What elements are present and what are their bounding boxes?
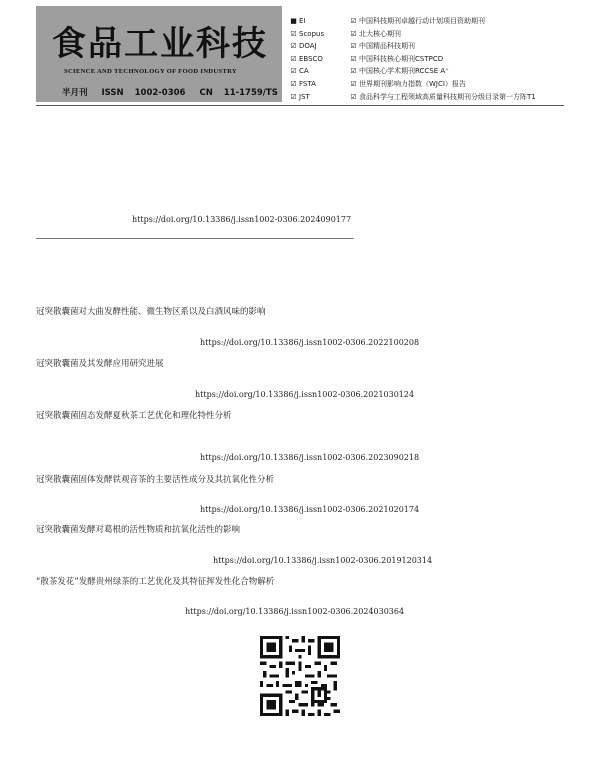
article-doi-link[interactable]: https://doi.org/10.13386/j.issn1002-0306.2024090177 [132,215,352,224]
honor-item: ☑ 食品科学与工程领域高质量科技期刊分级目录第一方阵T1 [350,91,564,104]
checkbox-icon: ☑ [290,54,297,63]
doi-divider [36,238,354,239]
related-article-title: 冠突散囊菌固态发酵夏秋茶工艺优化和理化特性分析 [36,411,232,421]
related-article-title: 冠突散囊菌固体发酵铁观音茶的主要活性成分及其抗氧化性分析 [36,475,275,485]
checkbox-icon: ☑ [290,29,297,38]
index-item: ☑ Scopus [290,28,350,41]
honor-item: ☑ 北大核心期刊 [350,28,564,41]
checkbox-icon: ☑ [290,67,297,76]
honor-item: ☑ 中国科技核心期刊CSTPCD [350,53,564,66]
qr-code [260,636,340,716]
checkbox-icon: ☑ [350,92,357,101]
related-article-title: 冠突散囊菌发酵对葛根的活性物质和抗氧化活性的影响 [36,525,241,535]
honor-item: ☑ 中国核心学术期刊RCCSE A⁺ [350,65,564,78]
honor-list [350,15,564,103]
checkbox-icon: ☑ [350,54,357,63]
square-icon: ■ [290,17,297,25]
checkbox-icon: ☑ [350,79,357,88]
checkbox-icon: ☑ [350,67,357,76]
honor-item: ☑ 中国精品科技期刊 [350,40,564,53]
checkbox-icon: ☑ [290,79,297,88]
checkbox-icon: ☑ [290,92,297,101]
related-article-doi-link[interactable]: https://doi.org/10.13386/j.issn1002-0306.2021030124 [195,390,415,399]
index-list [290,15,350,103]
checkbox-icon: ☑ [350,17,357,25]
related-article-doi-link[interactable]: https://doi.org/10.13386/j.issn1002-0306.2023090218 [200,453,420,462]
index-item: ☑ FSTA [290,78,350,91]
index-item: ☑ CA [290,65,350,78]
journal-cn: CN 11-1759/TS [199,88,278,98]
related-article-doi-link[interactable]: https://doi.org/10.13386/j.issn1002-0306.2019120314 [213,556,433,565]
related-article-title: 冠突散囊菌及其发酵应用研究进展 [36,359,164,369]
related-article-doi-link[interactable]: https://doi.org/10.13386/j.issn1002-0306.2022100208 [200,338,420,347]
related-article-doi-link[interactable]: https://doi.org/10.13386/j.issn1002-0306.2024030364 [185,607,405,616]
honor-item: ☑ 中国科技期刊卓越行动计划项目资助期刊 [350,15,564,28]
honor-item: ☑ 世界期刊影响力指数（WJCI）报告 [350,78,564,91]
checkbox-icon: ☑ [290,42,297,51]
checkbox-icon: ☑ [350,29,357,38]
journal-issn: ISSN 1002-0306 [101,88,186,98]
index-item: ☑ EBSCO [290,53,350,66]
checkbox-icon: ☑ [350,42,357,51]
journal-title: 食品工业科技 [52,24,268,64]
index-item: ☑ JST [290,91,350,104]
journal-frequency: 半月刊 [62,88,88,98]
header-divider [36,105,564,106]
related-article-title: “散茶发花”发酵贵州绿茶的工艺优化及其特征挥发性化合物解析 [36,577,275,587]
index-item: ☑ DOAJ [290,40,350,53]
journal-meta [62,86,278,98]
related-article-doi-link[interactable]: https://doi.org/10.13386/j.issn1002-0306.2021020174 [200,505,420,514]
index-item: ■ EI [290,15,350,28]
journal-header [36,6,564,106]
journal-logo-banner [36,6,282,102]
related-article-title: 冠突散囊菌对大曲发酵性能、微生物区系以及白酒风味的影响 [36,307,266,317]
journal-title-en: SCIENCE AND TECHNOLOGY OF FOOD INDUSTRY [64,68,237,75]
